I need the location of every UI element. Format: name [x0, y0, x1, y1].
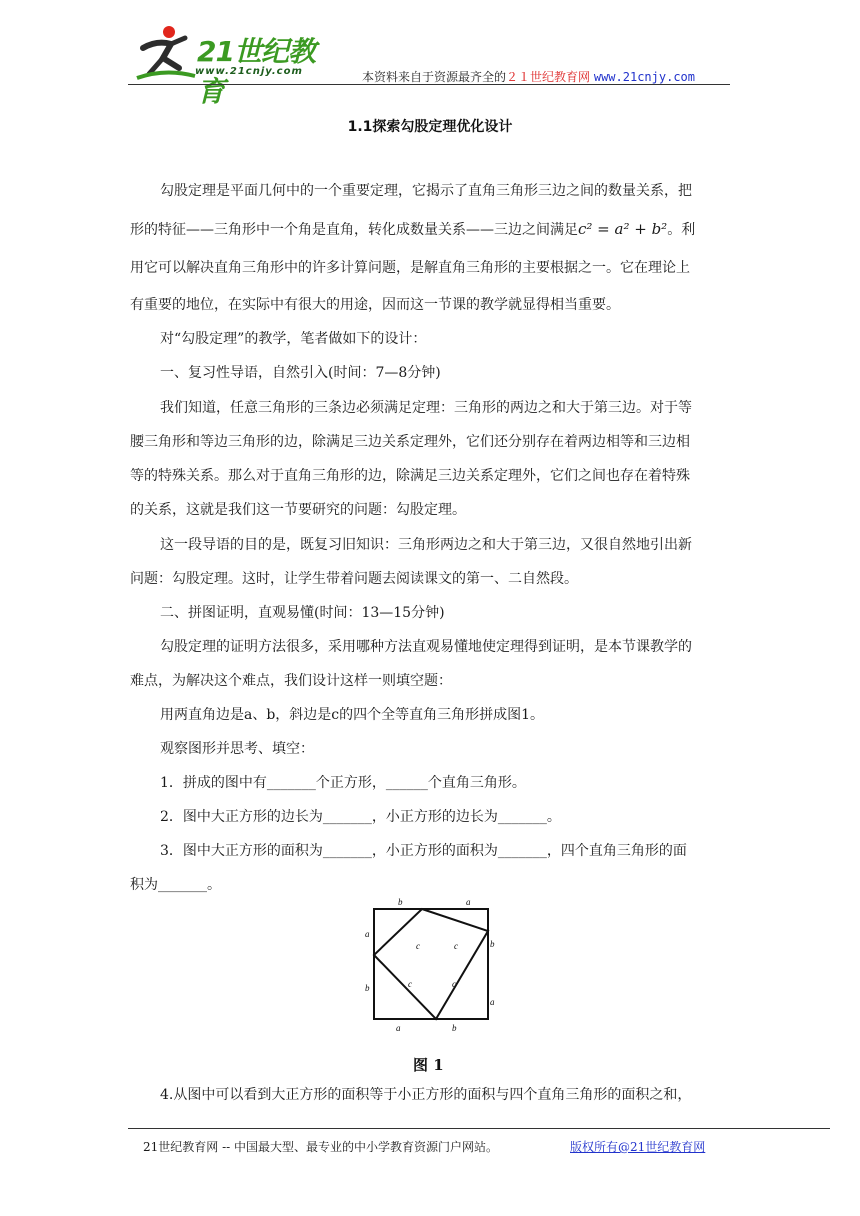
paragraph-line: 用它可以解决直角三角形中的许多计算问题，是解直角三角形的主要根据之一。它在理论上 [130, 260, 690, 276]
label-c: c [408, 979, 412, 989]
logo-url: www.21cnjy.com [195, 66, 303, 77]
paragraph-line: 这一段导语的目的是，既复习旧知识：三角形两边之和大于第三边，又很自然地引出新 [160, 537, 692, 553]
paragraph-line: 腰三角形和等边三角形的边，除满足三边关系定理外，它们还分别存在着两边相等和三边相 [130, 434, 690, 450]
label-c: c [416, 941, 420, 951]
site-logo [135, 22, 335, 108]
document-title: 1.1探索勾股定理优化设计 [347, 119, 513, 135]
paragraph-line: 用两直角边是a、b，斜边是c的四个全等直角三角形拼成图1。 [160, 707, 545, 723]
paragraph-line [130, 220, 695, 239]
paragraph-line: 有重要的地位，在实际中有很大的用途，因而这一节课的教学就显得相当重要。 [130, 297, 620, 313]
source-brand: ２１世纪教育网 [506, 70, 591, 84]
paragraph-line: 观察图形并思考、填空： [160, 741, 314, 757]
paragraph-line: 难点，为解决这个难点，我们设计这样一则填空题： [130, 673, 452, 689]
header-source [362, 68, 695, 85]
source-prefix: 本资料来自于资源最齐全的 [362, 70, 507, 84]
header-divider [128, 84, 730, 85]
copyright-link[interactable]: 版权所有@21世纪教育网 [570, 1140, 706, 1154]
label-b: b [398, 897, 403, 907]
paragraph-line: 4.从图中可以看到大正方形的面积等于小正方形的面积与四个直角三角形的面积之和， [160, 1087, 692, 1103]
paragraph-text: 。利 [667, 222, 696, 238]
label-b: b [452, 1023, 457, 1033]
fill-in-question: 3．图中大正方形的面积为_______，小正方形的面积为_______，四个直角三角形的面 [160, 843, 687, 859]
paragraph-line: 勾股定理是平面几何中的一个重要定理，它揭示了直角三角形三边之间的数量关系，把 [160, 183, 692, 199]
label-b: b [490, 939, 495, 949]
fill-in-question: 2．图中大正方形的边长为_______，小正方形的边长为_______。 [160, 809, 561, 825]
label-c: c [454, 941, 458, 951]
pythagorean-square-diagram [362, 895, 494, 1035]
paragraph-line: 勾股定理的证明方法很多，采用哪种方法直观易懂地使定理得到证明，是本节课教学的 [160, 639, 692, 655]
footer-text: 21世纪教育网 -- 中国最大型、最专业的中小学教育资源门户网站。 [143, 1140, 499, 1154]
label-c: c [452, 979, 456, 989]
label-a: a [490, 997, 495, 1007]
label-a: a [396, 1023, 401, 1033]
runner-logo-icon [135, 22, 197, 84]
paragraph-line: 我们知道，任意三角形的三条边必须满足定理：三角形的两边之和大于第三边。对于等 [160, 400, 692, 416]
label-a: a [466, 897, 471, 907]
label-b: b [365, 983, 370, 993]
footer-divider [128, 1128, 830, 1129]
paragraph-line: 的关系，这就是我们这一节要研究的问题：勾股定理。 [130, 502, 466, 518]
source-url-link[interactable]: www.21cnjy.com [593, 70, 696, 84]
paragraph-line: 对“勾股定理”的教学，笔者做如下的设计： [160, 331, 427, 347]
fill-in-question: 1．拼成的图中有_______个正方形，______个直角三角形。 [160, 775, 526, 791]
section-heading: 二、拼图证明，直观易懂(时间：13—15分钟) [160, 605, 445, 621]
section-heading: 一、复习性导语，自然引入(时间：7—8分钟) [160, 365, 441, 381]
fill-in-question: 积为_______。 [130, 877, 221, 893]
paragraph-text: 形的特征——三角形中一个角是直角，转化成数量关系——三边之间满足 [130, 222, 578, 238]
figure-caption: 图 1 [413, 1056, 444, 1074]
inner-square [374, 909, 488, 1019]
paragraph-line: 等的特殊关系。那么对于直角三角形的边，除满足三边关系定理外，它们之间也存在着特殊 [130, 468, 690, 484]
logo-text: 21世纪教育 [197, 35, 315, 108]
pythagorean-formula: c² = a² + b² [578, 220, 668, 238]
paragraph-line: 问题：勾股定理。这时，让学生带着问题去阅读课文的第一、二自然段。 [130, 571, 578, 587]
label-a: a [365, 929, 370, 939]
